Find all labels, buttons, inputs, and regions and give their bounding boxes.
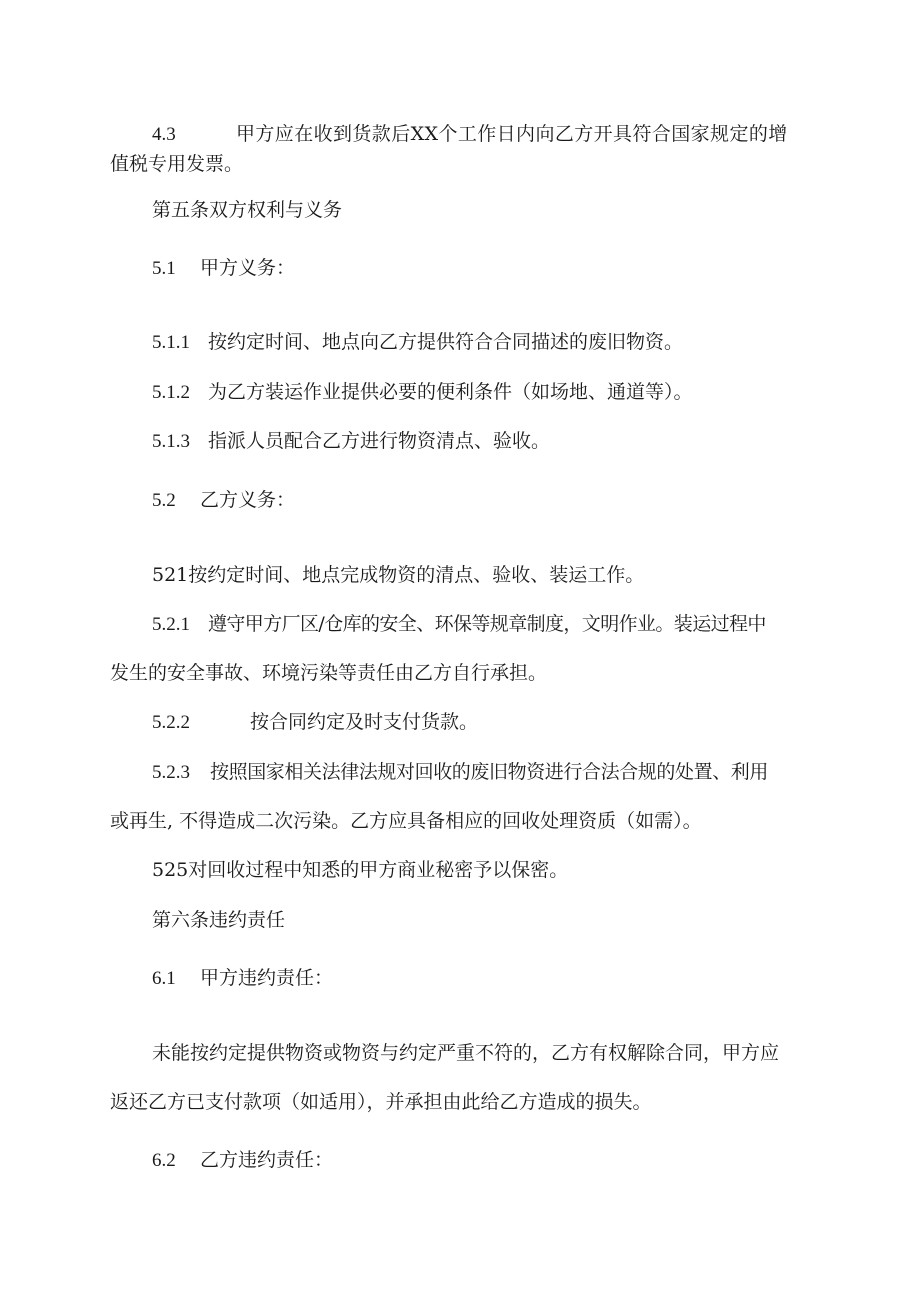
clause-5-2-3-line-1	[152, 760, 768, 785]
clause-text: 甲方违约责任：	[200, 967, 334, 989]
clause-text: 乙方义务：	[200, 489, 296, 511]
clause-4-3-line-1	[152, 122, 788, 147]
clause-text: 甲方义务：	[200, 257, 296, 279]
clause-4-3-line-2: 值税专用发票。	[110, 153, 244, 175]
clause-number: 5.2.1	[152, 614, 190, 635]
clause-text: 按合同约定及时支付货款。	[250, 711, 479, 733]
clause-5-2-3-line-2: 或再生, 不得造成二次污染。乙方应具备相应的回收处理资质（如需）。	[110, 810, 702, 832]
clause-text: 遵守甲方厂区/仓库的安全、环保等规章制度，文明作业。装运过程中	[208, 613, 766, 635]
clause-number: 5.2.2	[152, 712, 190, 733]
clause-number: 5.2	[152, 490, 176, 511]
clause-number: 5.2.3	[152, 762, 190, 783]
clause-number: 5.1.3	[152, 431, 190, 452]
clause-6-1	[152, 966, 333, 991]
clause-525: 525对回收过程中知悉的甲方商业秘密予以保密。	[152, 859, 569, 881]
clause-text: 按约定时间、地点向乙方提供符合合同描述的废旧物资。	[208, 331, 684, 353]
clause-number: 5.1.2	[152, 382, 190, 403]
clause-number: 4.3	[152, 124, 176, 145]
clause-5-2-1-line-2: 发生的安全事故、环境污染等责任由乙方自行承担。	[110, 662, 548, 684]
clause-number: 6.1	[152, 968, 176, 989]
clause-6-1-body-line-2: 返还乙方已支付款项（如适用），并承担由此给乙方造成的损失。	[110, 1091, 652, 1113]
clause-text: 甲方应在收到货款后XX个工作日内向乙方开具符合国家规定的增	[236, 123, 788, 145]
clause-5-1-1	[152, 330, 683, 355]
clause-5-1-2	[152, 380, 693, 405]
clause-text: 指派人员配合乙方进行物资清点、验收。	[208, 430, 551, 452]
clause-text: 按照国家相关法律法规对回收的废旧物资进行合法合规的处置、利用	[210, 761, 769, 783]
clause-6-2	[152, 1148, 333, 1173]
clause-number: 5.1.1	[152, 332, 190, 353]
clause-5-2-2	[152, 710, 478, 735]
article-5-heading: 第五条双方权利与义务	[152, 199, 343, 221]
clause-text: 乙方违约责任：	[200, 1149, 334, 1171]
clause-5-1-3	[152, 429, 550, 454]
clause-text: 为乙方装运作业提供必要的便利条件（如场地、通道等）。	[208, 381, 693, 403]
clause-5-2-1-line-1	[152, 612, 766, 637]
clause-521: 521按约定时间、地点完成物资的清点、验收、装运工作。	[152, 564, 645, 586]
clause-5-2	[152, 488, 295, 513]
clause-5-1	[152, 256, 295, 281]
clause-number: 5.1	[152, 258, 176, 279]
article-6-heading: 第六条违约责任	[152, 909, 286, 931]
clause-6-1-body-line-1: 未能按约定提供物资或物资与约定严重不符的，乙方有权解除合同，甲方应	[152, 1042, 780, 1064]
clause-number: 6.2	[152, 1150, 176, 1171]
